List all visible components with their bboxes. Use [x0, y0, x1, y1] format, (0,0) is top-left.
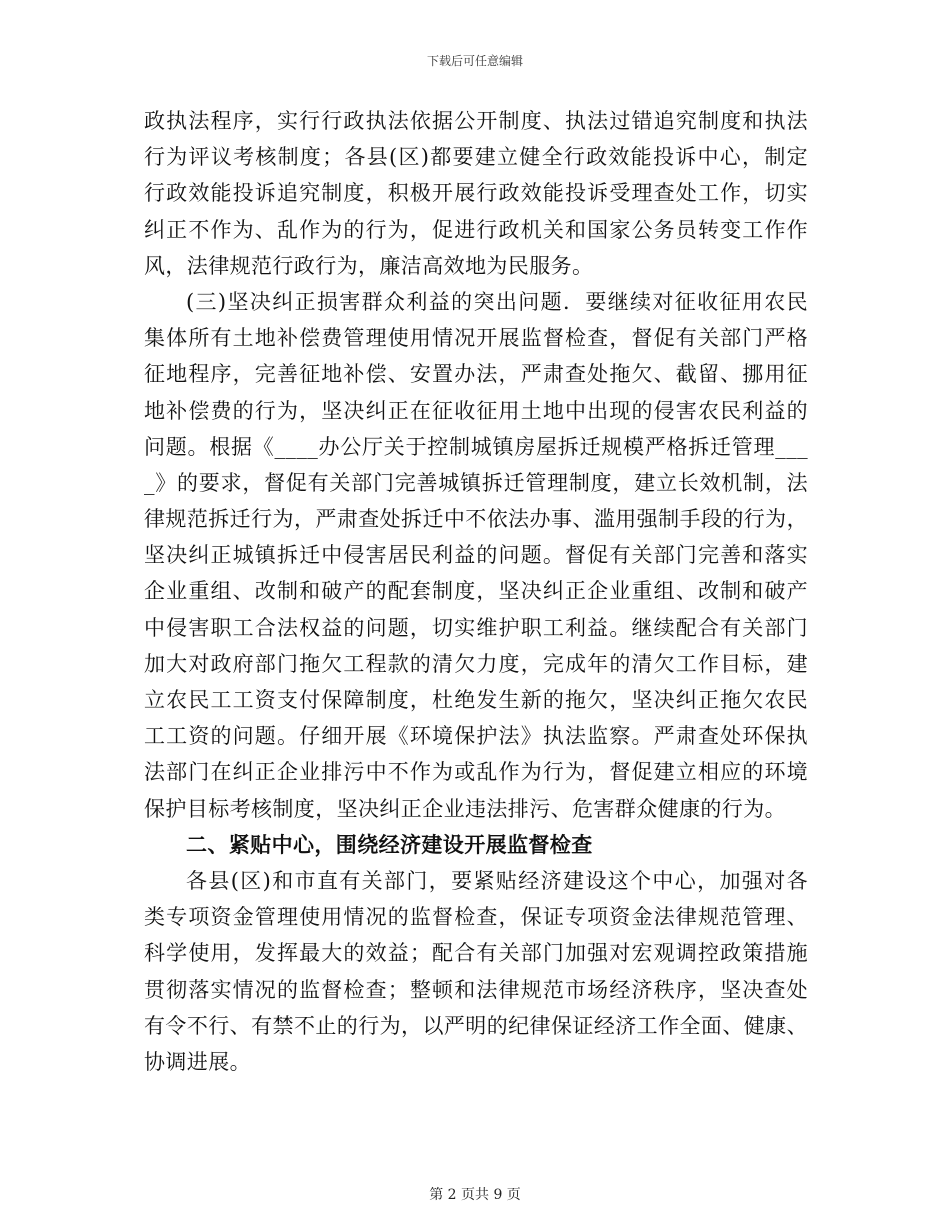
text-line: 各县(区)和市直有关部门，要紧贴经济建设这个中心，加强对各 [186, 868, 808, 893]
page-number: 第 2 页共 9 页 [429, 1187, 521, 1203]
text-line: 中侵害职工合法权益的问题，切实维护职工利益。继续配合有关部门 [144, 615, 808, 640]
text-line: (三)坚决纠正损害群众利益的突出问题．要继续对征收征用农民 [186, 289, 808, 314]
text-line: 立农民工工资支付保障制度，杜绝发生新的拖欠，坚决纠正拖欠农民 [144, 688, 808, 712]
text-line: _》的要求，督促有关部门完善城镇拆迁管理制度，建立长效机制，法 [144, 470, 808, 495]
text-line: 风，法律规范行政行为，廉洁高效地为民服务。 [144, 253, 594, 278]
text-line: 协调进展。 [144, 1049, 251, 1074]
text-line: 地补偿费的行为，坚决纠正在征收征用土地中出现的侵害农民利益的 [144, 398, 808, 423]
text-line: 征地程序，完善征地补偿、安置办法，严肃查处拖欠、截留、挪用征 [144, 362, 808, 387]
section-heading: 二、紧贴中心，围绕经济建设开展监督检查 [186, 831, 593, 857]
text-line: 纠正不作为、乱作为的行为，促进行政机关和国家公务员转变工作作 [144, 217, 808, 242]
text-line: 科学使用，发挥最大的效益；配合有关部门加强对宏观调控政策措施 [144, 941, 808, 966]
text-line: 行为评议考核制度；各县(区)都要建立健全行政效能投诉中心，制定 [144, 145, 808, 170]
text-line: 工工资的问题。仔细开展《环境保护法》执法监察。严肃查处环保执 [144, 724, 808, 749]
text-line: 坚决纠正城镇拆迁中侵害居民利益的问题。督促有关部门完善和落实 [144, 543, 808, 568]
text-line: 行政效能投诉追究制度，积极开展行政效能投诉受理查处工作，切实 [144, 181, 808, 206]
text-line: 有令不行、有禁不止的行为，以严明的纪律保证经济工作全面、健康、 [144, 1013, 808, 1038]
text-line: 类专项资金管理使用情况的监督检查，保证专项资金法律规范管理、 [144, 905, 808, 930]
text-line: 集体所有土地补偿费管理使用情况开展监督检查，督促有关部门严格 [144, 326, 808, 351]
text-line: 贯彻落实情况的监督检查；整顿和法律规范市场经济秩序，坚决查处 [144, 977, 808, 1002]
text-line: 加大对政府部门拖欠工程款的清欠力度，完成年的清欠工作目标，建 [144, 651, 808, 676]
text-line: 法部门在纠正企业排污中不作为或乱作为行为，督促建立相应的环境 [144, 760, 808, 785]
document-body [144, 103, 808, 1080]
text-line: 律规范拆迁行为，严肃查处拆迁中不依法办事、滥用强制手段的行为， [144, 507, 808, 532]
page-header-note: 下载后可任意编辑 [426, 54, 523, 68]
text-line: 政执法程序，实行行政执法依据公开制度、执法过错追究制度和执法 [144, 109, 808, 133]
text-line: 企业重组、改制和破产的配套制度，坚决纠正企业重组、改制和破产 [144, 579, 808, 604]
text-line: 问题。根据《____办公厅关于控制城镇房屋拆迁规模严格拆迁管理___ [144, 434, 808, 459]
text-line: 保护目标考核制度，坚决纠正企业违法排污、危害群众健康的行为。 [144, 796, 786, 821]
